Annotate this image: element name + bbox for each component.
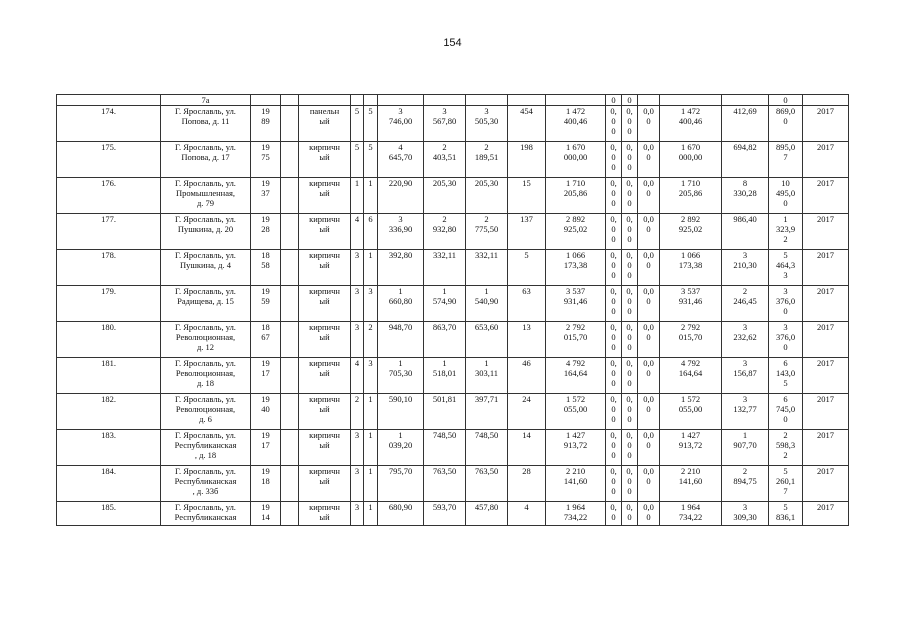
value-cell: 0, 0 0 [606, 178, 622, 214]
floors-cell: 5 [351, 142, 364, 178]
area-cell: 593,70 [424, 502, 466, 526]
residents-cell: 15 [508, 178, 546, 214]
floors-cell: 3 [351, 502, 364, 526]
value-cell: 3 156,87 [722, 358, 769, 394]
table-row [57, 214, 849, 250]
value-cell: 0,0 0 [638, 214, 660, 250]
blank-cell [281, 178, 299, 214]
value-cell: 0, 0 [622, 502, 638, 526]
value-cell: 0, 0 0 [622, 214, 638, 250]
area-cell: 1 303,11 [466, 358, 508, 394]
entrances-cell: 1 [364, 178, 378, 214]
total-area-cell: 392,80 [378, 250, 424, 286]
cost-cell: 1 964 734,22 [546, 502, 606, 526]
value-cell: 5 836,1 [769, 502, 803, 526]
value-cell: 3 132,77 [722, 394, 769, 430]
cost-cell: 1 572 055,00 [546, 394, 606, 430]
value-cell: 0, 0 0 [606, 142, 622, 178]
value-cell: 3 376,0 0 [769, 286, 803, 322]
residents-cell: 137 [508, 214, 546, 250]
total-area-cell: 680,90 [378, 502, 424, 526]
entrances-cell: 1 [364, 466, 378, 502]
value-cell: 0, 0 0 [606, 286, 622, 322]
table-row [57, 358, 849, 394]
area-cell: 332,11 [466, 250, 508, 286]
address-cell: Г. Ярославль, ул. Пушкина, д. 20 [161, 214, 251, 250]
total-area-cell: 948,70 [378, 322, 424, 358]
floors-cell: 3 [351, 286, 364, 322]
material-cell: панельн ый [299, 106, 351, 142]
table-row [57, 142, 849, 178]
material-cell: кирпичн ый [299, 502, 351, 526]
entrances-cell: 3 [364, 286, 378, 322]
material-cell: кирпичн ый [299, 250, 351, 286]
value-cell: 0,0 0 [638, 394, 660, 430]
year-cell: 18 58 [251, 250, 281, 286]
blank-cell [281, 214, 299, 250]
housing-table [56, 94, 849, 526]
value-cell: 5 260,1 7 [769, 466, 803, 502]
row-number-cell: 174. [57, 106, 161, 142]
area-cell: 748,50 [424, 430, 466, 466]
value-cell: 0,0 0 [638, 502, 660, 526]
cost-cell: 2 892 925,02 [546, 214, 606, 250]
area-cell: 1 540,90 [466, 286, 508, 322]
area-cell: 501,81 [424, 394, 466, 430]
residents-cell: 14 [508, 430, 546, 466]
plan-year-cell: 2017 [803, 178, 849, 214]
plan-year-cell: 2017 [803, 106, 849, 142]
year-cell: 19 37 [251, 178, 281, 214]
entrances-cell: 5 [364, 142, 378, 178]
floors-cell: 4 [351, 214, 364, 250]
value-cell: 2 246,45 [722, 286, 769, 322]
table-row [57, 430, 849, 466]
value-cell: 3 232,62 [722, 322, 769, 358]
cost-cell: 2 792 015,70 [546, 322, 606, 358]
area-cell: 3 567,80 [424, 106, 466, 142]
floors-cell: 1 [351, 178, 364, 214]
value-cell: 869,0 0 [769, 106, 803, 142]
table-row: 7а 0 0 0 [57, 95, 849, 106]
plan-year-cell: 2017 [803, 466, 849, 502]
year-cell: 19 40 [251, 394, 281, 430]
area-cell: 2 775,50 [466, 214, 508, 250]
area-cell: 3 505,30 [466, 106, 508, 142]
row-number-cell: 176. [57, 178, 161, 214]
residents-cell: 5 [508, 250, 546, 286]
table-row [57, 502, 849, 526]
area-cell: 2 189,51 [466, 142, 508, 178]
table-row [57, 286, 849, 322]
value-cell: 0, 0 0 [622, 286, 638, 322]
plan-year-cell: 2017 [803, 430, 849, 466]
plan-year-cell: 2017 [803, 502, 849, 526]
value-cell: 0, 0 0 [622, 394, 638, 430]
cost-cell: 4 792 164,64 [660, 358, 722, 394]
plan-year-cell: 2017 [803, 214, 849, 250]
total-area-cell: 1 039,20 [378, 430, 424, 466]
area-cell: 397,71 [466, 394, 508, 430]
year-cell: 19 28 [251, 214, 281, 250]
cost-cell: 1 427 913,72 [660, 430, 722, 466]
value-cell: 3 376,0 0 [769, 322, 803, 358]
cost-cell: 1 066 173,38 [660, 250, 722, 286]
value-cell: 0, 0 0 [606, 430, 622, 466]
value-cell: 0, 0 0 [606, 322, 622, 358]
address-cell: Г. Ярославль, ул. Промышленная, д. 79 [161, 178, 251, 214]
value-cell: 0, 0 0 [622, 142, 638, 178]
value-cell: 0,0 0 [638, 358, 660, 394]
year-cell: 19 14 [251, 502, 281, 526]
residents-cell: 454 [508, 106, 546, 142]
blank-cell [281, 250, 299, 286]
value-cell: 0,0 0 [638, 178, 660, 214]
value-cell: 0,0 0 [638, 286, 660, 322]
cost-cell: 2 210 141,60 [546, 466, 606, 502]
total-area-cell: 3 336,90 [378, 214, 424, 250]
floors-cell: 3 [351, 250, 364, 286]
value-cell: 3 210,30 [722, 250, 769, 286]
cost-cell: 1 066 173,38 [546, 250, 606, 286]
address-cell: Г. Ярославль, ул. Республиканская , д. 33б [161, 466, 251, 502]
value-cell: 0, 0 0 [622, 178, 638, 214]
material-cell: кирпичн ый [299, 322, 351, 358]
year-cell: 18 67 [251, 322, 281, 358]
value-cell: 412,69 [722, 106, 769, 142]
blank-cell [281, 142, 299, 178]
material-cell: кирпичн ый [299, 286, 351, 322]
row-number-cell: 184. [57, 466, 161, 502]
material-cell: кирпичн ый [299, 358, 351, 394]
total-area-cell: 4 645,70 [378, 142, 424, 178]
cost-cell: 1 472 400,46 [660, 106, 722, 142]
area-cell: 763,50 [466, 466, 508, 502]
floors-cell: 4 [351, 358, 364, 394]
plan-year-cell: 2017 [803, 322, 849, 358]
blank-cell [281, 358, 299, 394]
area-cell: 457,80 [466, 502, 508, 526]
residents-cell: 24 [508, 394, 546, 430]
plan-year-cell: 2017 [803, 358, 849, 394]
value-cell: 3 309,30 [722, 502, 769, 526]
row-number-cell: 185. [57, 502, 161, 526]
material-cell: кирпичн ый [299, 214, 351, 250]
plan-year-cell: 2017 [803, 142, 849, 178]
year-cell: 19 75 [251, 142, 281, 178]
value-cell: 694,82 [722, 142, 769, 178]
value-cell: 1 907,70 [722, 430, 769, 466]
area-cell: 2 932,80 [424, 214, 466, 250]
material-cell: кирпичн ый [299, 466, 351, 502]
table-row [57, 466, 849, 502]
cost-cell: 2 892 925,02 [660, 214, 722, 250]
value-cell: 0,0 0 [638, 430, 660, 466]
value-cell: 0, 0 0 [606, 106, 622, 142]
table-row [57, 394, 849, 430]
blank-cell [281, 502, 299, 526]
cost-cell: 1 472 400,46 [546, 106, 606, 142]
address-cell: 7а [161, 95, 251, 106]
blank-cell [281, 322, 299, 358]
value-cell: 0, 0 0 [622, 106, 638, 142]
value-cell: 0,0 0 [638, 106, 660, 142]
year-cell: 19 17 [251, 358, 281, 394]
row-number-cell: 177. [57, 214, 161, 250]
year-cell: 19 59 [251, 286, 281, 322]
year-cell: 19 89 [251, 106, 281, 142]
plan-year-cell: 2017 [803, 250, 849, 286]
row-number-cell: 183. [57, 430, 161, 466]
blank-cell [281, 394, 299, 430]
residents-cell: 46 [508, 358, 546, 394]
total-area-cell: 1 660,80 [378, 286, 424, 322]
entrances-cell: 1 [364, 430, 378, 466]
entrances-cell: 2 [364, 322, 378, 358]
blank-cell [281, 430, 299, 466]
residents-cell: 4 [508, 502, 546, 526]
area-cell: 748,50 [466, 430, 508, 466]
year-cell: 19 17 [251, 430, 281, 466]
total-area-cell: 795,70 [378, 466, 424, 502]
area-cell: 205,30 [466, 178, 508, 214]
entrances-cell: 1 [364, 394, 378, 430]
value-cell: 0, 0 0 [606, 250, 622, 286]
area-cell: 863,70 [424, 322, 466, 358]
entrances-cell: 1 [364, 502, 378, 526]
value-cell: 6 143,0 5 [769, 358, 803, 394]
value-cell: 0, 0 0 [606, 394, 622, 430]
floors-cell: 3 [351, 430, 364, 466]
area-cell: 763,50 [424, 466, 466, 502]
cost-cell: 2 210 141,60 [660, 466, 722, 502]
value-cell: 5 464,3 3 [769, 250, 803, 286]
table-row [57, 322, 849, 358]
value-cell: 0, 0 0 [622, 358, 638, 394]
value-cell: 0, 0 0 [606, 358, 622, 394]
value-cell: 2 598,3 2 [769, 430, 803, 466]
value-cell: 2 894,75 [722, 466, 769, 502]
address-cell: Г. Ярославль, ул. Революционная, д. 12 [161, 322, 251, 358]
address-cell: Г. Ярославль, ул. Пушкина, д. 4 [161, 250, 251, 286]
residents-cell: 13 [508, 322, 546, 358]
material-cell: кирпичн ый [299, 430, 351, 466]
address-cell: Г. Ярославль, ул. Радищева, д. 15 [161, 286, 251, 322]
material-cell: кирпичн ый [299, 142, 351, 178]
residents-cell: 63 [508, 286, 546, 322]
row-number-cell: 178. [57, 250, 161, 286]
cost-cell: 3 537 931,46 [660, 286, 722, 322]
material-cell: кирпичн ый [299, 178, 351, 214]
area-cell: 2 403,51 [424, 142, 466, 178]
entrances-cell: 1 [364, 250, 378, 286]
blank-cell [281, 466, 299, 502]
page-number: 154 [443, 37, 462, 49]
cost-cell: 1 670 000,00 [660, 142, 722, 178]
row-number-cell: 182. [57, 394, 161, 430]
cost-cell: 1 710 205,86 [660, 178, 722, 214]
table-row [57, 250, 849, 286]
area-cell: 205,30 [424, 178, 466, 214]
value-cell: 0, 0 0 [622, 250, 638, 286]
cost-cell: 1 670 000,00 [546, 142, 606, 178]
value-cell: 0, 0 0 [606, 214, 622, 250]
row-number-cell: 175. [57, 142, 161, 178]
value-cell: 0, 0 0 [606, 466, 622, 502]
cost-cell: 1 572 055,00 [660, 394, 722, 430]
address-cell: Г. Ярославль, ул. Республиканская [161, 502, 251, 526]
value-cell: 0, 0 0 [622, 430, 638, 466]
floors-cell: 5 [351, 106, 364, 142]
entrances-cell: 5 [364, 106, 378, 142]
row-number-cell: 179. [57, 286, 161, 322]
year-cell: 19 18 [251, 466, 281, 502]
area-cell: 1 574,90 [424, 286, 466, 322]
floors-cell: 3 [351, 322, 364, 358]
cost-cell: 1 427 913,72 [546, 430, 606, 466]
material-cell: кирпичн ый [299, 394, 351, 430]
blank-cell [281, 106, 299, 142]
residents-cell: 198 [508, 142, 546, 178]
row-number-cell: 181. [57, 358, 161, 394]
cost-cell: 2 792 015,70 [660, 322, 722, 358]
value-cell: 986,40 [722, 214, 769, 250]
address-cell: Г. Ярославль, ул. Революционная, д. 6 [161, 394, 251, 430]
cost-cell: 4 792 164,64 [546, 358, 606, 394]
plan-year-cell: 2017 [803, 394, 849, 430]
entrances-cell: 6 [364, 214, 378, 250]
cost-cell: 1 964 734,22 [660, 502, 722, 526]
row-number-cell: 180. [57, 322, 161, 358]
address-cell: Г. Ярославль, ул. Республиканская , д. 18 [161, 430, 251, 466]
value-cell: 0,0 0 [638, 250, 660, 286]
value-cell: 0,0 0 [638, 322, 660, 358]
address-cell: Г. Ярославль, ул. Попова, д. 17 [161, 142, 251, 178]
address-cell: Г. Ярославль, ул. Революционная, д. 18 [161, 358, 251, 394]
value-cell: 8 330,28 [722, 178, 769, 214]
value-cell: 0,0 0 [638, 466, 660, 502]
value-cell: 1 323,9 2 [769, 214, 803, 250]
total-area-cell: 220,90 [378, 178, 424, 214]
value-cell: 0, 0 0 [622, 322, 638, 358]
cost-cell: 1 710 205,86 [546, 178, 606, 214]
cost-cell: 3 537 931,46 [546, 286, 606, 322]
total-area-cell: 3 746,00 [378, 106, 424, 142]
value-cell: 10 495,0 0 [769, 178, 803, 214]
value-cell: 6 745,0 0 [769, 394, 803, 430]
blank-cell [281, 286, 299, 322]
value-cell: 895,0 7 [769, 142, 803, 178]
area-cell: 653,60 [466, 322, 508, 358]
total-area-cell: 590,10 [378, 394, 424, 430]
plan-year-cell: 2017 [803, 286, 849, 322]
area-cell: 1 518,01 [424, 358, 466, 394]
table-row [57, 178, 849, 214]
floors-cell: 3 [351, 466, 364, 502]
area-cell: 332,11 [424, 250, 466, 286]
floors-cell: 2 [351, 394, 364, 430]
table-row [57, 106, 849, 142]
entrances-cell: 3 [364, 358, 378, 394]
value-cell: 0, 0 0 [622, 466, 638, 502]
value-cell: 0, 0 [606, 502, 622, 526]
total-area-cell: 1 705,30 [378, 358, 424, 394]
address-cell: Г. Ярославль, ул. Попова, д. 11 [161, 106, 251, 142]
residents-cell: 28 [508, 466, 546, 502]
value-cell: 0,0 0 [638, 142, 660, 178]
